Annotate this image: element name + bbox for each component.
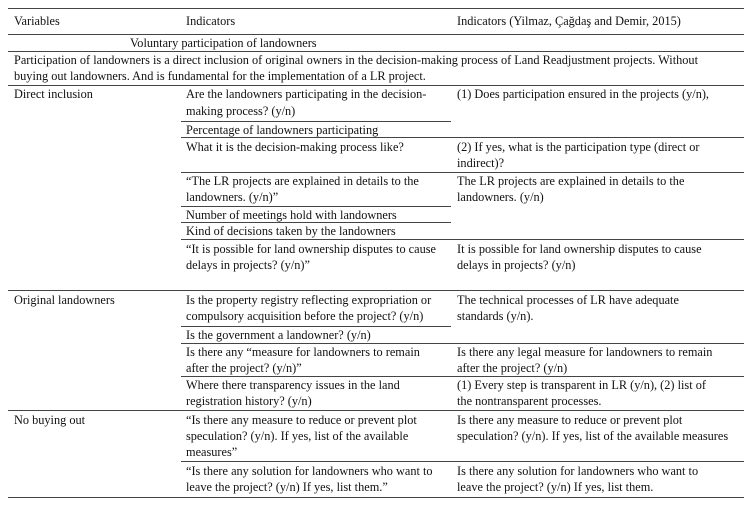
variable-direct-inclusion: Direct inclusion: [14, 87, 93, 101]
intro-line: buying out landowners. And is fundamental for the implementation of a LR project.: [14, 69, 426, 83]
indicator-text: Number of meetings hold with landowners: [186, 208, 397, 222]
reference-text: delays in projects? (y/n): [457, 258, 576, 272]
indicator-text: “It is possible for land ownership disputes to cause: [186, 242, 436, 256]
reference-text: leave the project? (y/n) If yes, list them.: [457, 480, 654, 494]
indicator-text: measures”: [186, 445, 238, 459]
reference-text: standards (y/n).: [457, 309, 534, 323]
header-bottom-rule: [8, 34, 744, 35]
reference-text: Is there any solution for landowners who want to: [457, 464, 699, 478]
reference-text: indirect)?: [457, 156, 505, 170]
indicator-text: “The LR projects are explained in details to the: [186, 174, 419, 188]
reference-text: The technical processes of LR have adequate: [457, 293, 679, 307]
indicator-text: Percentage of landowners participating: [186, 123, 379, 137]
row-rule: [181, 461, 744, 462]
header-indicators: Indicators: [186, 14, 236, 28]
indicator-text: What it is the decision-making process like?: [186, 140, 404, 154]
row-rule: [181, 239, 744, 240]
variable-no-buying-out: No buying out: [14, 413, 86, 427]
indicator-text: delays in projects? (y/n)”: [186, 258, 310, 272]
reference-text: the nontransparent processes.: [457, 394, 602, 408]
header-variables: Variables: [14, 14, 60, 28]
reference-text: (2) If yes, what is the participation type (direct or: [457, 140, 700, 154]
section-title: Voluntary participation of landowners: [130, 36, 317, 50]
intro-line: Participation of landowners is a direct inclusion of original owners in the decision-making process of Land Readjustment projects. Without: [14, 53, 698, 67]
table-top-rule: [8, 8, 744, 9]
reference-text: The LR projects are explained in details to the: [457, 174, 685, 188]
reference-text: Is there any measure to reduce or prevent plot: [457, 413, 683, 427]
indicator-text: landowners. (y/n)”: [186, 190, 279, 204]
indicator-text: leave the project? (y/n) If yes, list them.”: [186, 480, 388, 494]
variable-original-landowners: Original landowners: [14, 293, 115, 307]
indicator-text: “Is there any solution for landowners who want to: [186, 464, 433, 478]
group-rule: [8, 410, 744, 411]
indicator-text: after the project? (y/n)”: [186, 361, 302, 375]
indicator-text: making process? (y/n): [186, 104, 296, 118]
reference-text: It is possible for land ownership disputes to cause: [457, 242, 702, 256]
indicator-text: Is the property registry reflecting expropriation or: [186, 293, 432, 307]
reference-text: Is there any legal measure for landowners to remain: [457, 345, 713, 359]
indicator-text: Is there any “measure for landowners to remain: [186, 345, 420, 359]
indicator-text: registration history? (y/n): [186, 394, 312, 408]
reference-text: speculation? (y/n). If yes, list of the available measures: [457, 429, 729, 443]
indicator-text: compulsory acquisition before the project? (y/n): [186, 309, 424, 323]
reference-text: (1) Every step is transparent in LR (y/n), (2) list of: [457, 378, 706, 392]
reference-text: (1) Does participation ensured in the projects (y/n),: [457, 87, 710, 101]
reference-text: landowners. (y/n): [457, 190, 544, 204]
indicator-text: “Is there any measure to reduce or prevent plot: [186, 413, 417, 427]
indicator-text: Kind of decisions taken by the landowners: [186, 224, 396, 238]
indicator-text: Where there transparency issues in the land: [186, 378, 400, 392]
indicator-text: Are the landowners participating in the decision-: [186, 87, 427, 101]
header-indicators-reference: Indicators (Yilmaz, Çağdaş and Demir, 2015): [457, 14, 681, 28]
group-rule: [8, 290, 744, 291]
indicator-text: speculation? (y/n). If yes, list of the available: [186, 429, 409, 443]
table-bottom-rule: [8, 497, 744, 498]
reference-text: after the project? (y/n): [457, 361, 568, 375]
indicator-text: Is the government a landowner? (y/n): [186, 328, 371, 342]
